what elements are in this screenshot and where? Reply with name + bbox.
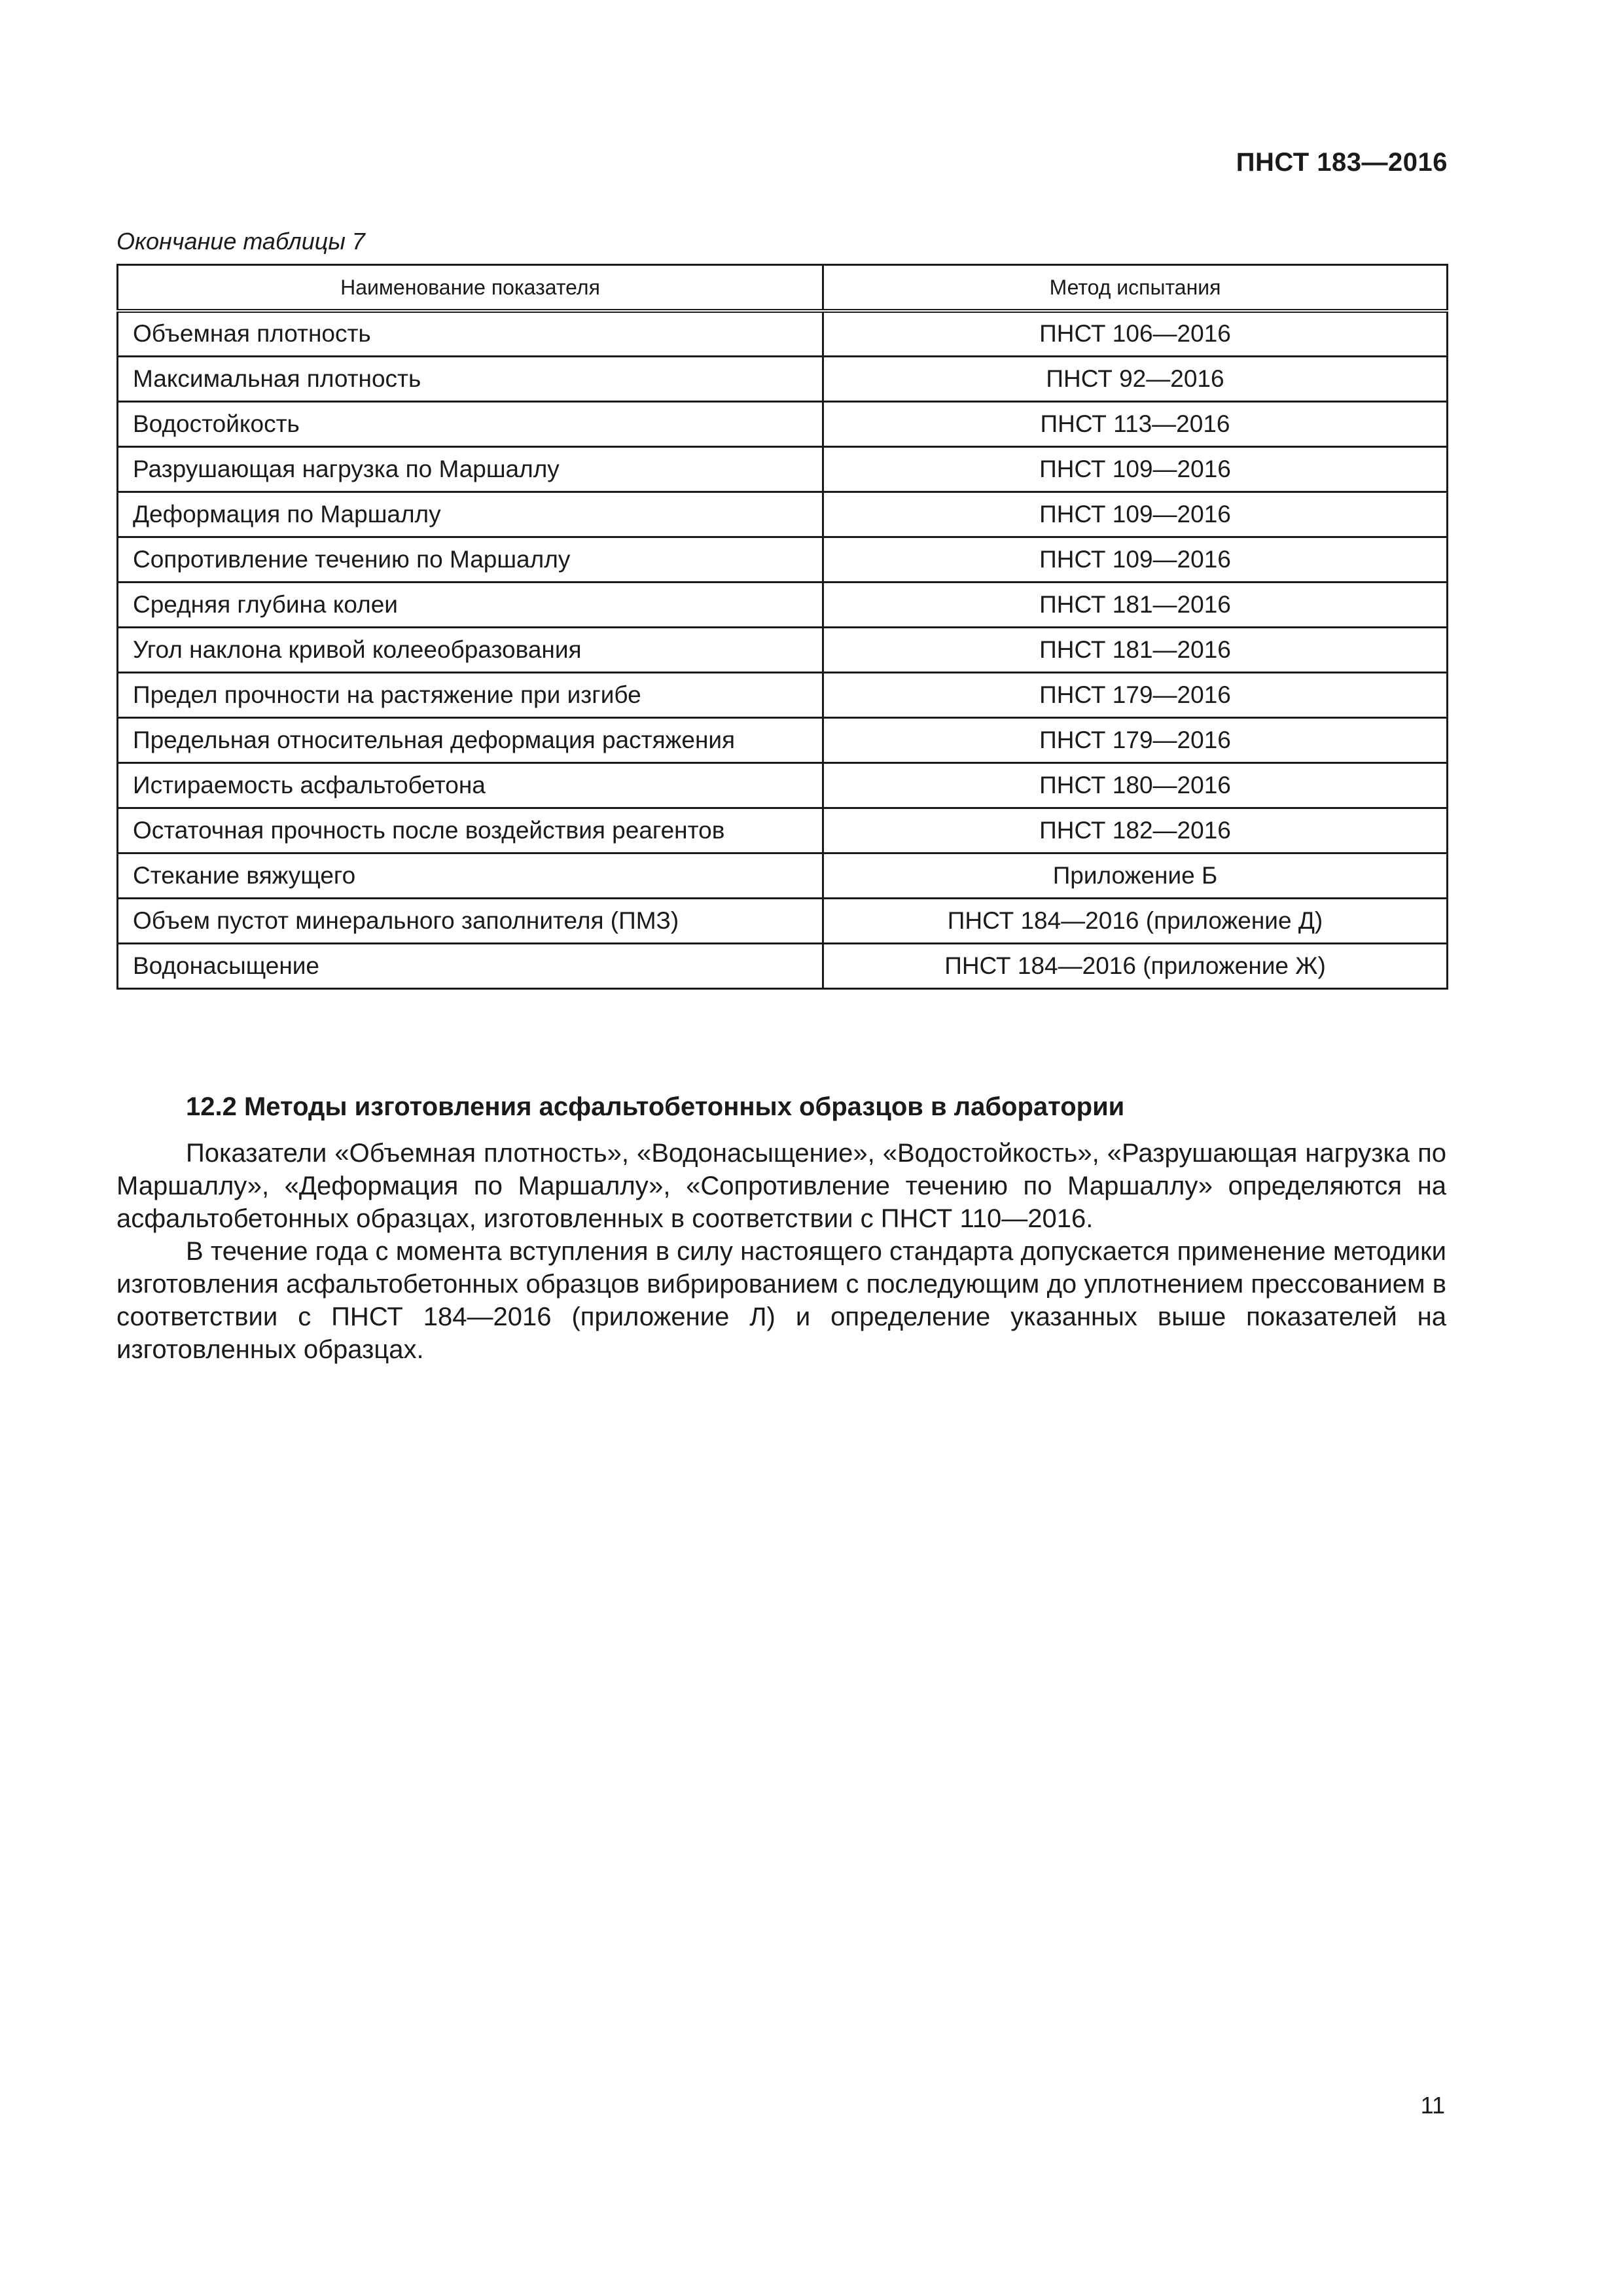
indicator-cell: Стекание вяжущего	[118, 853, 823, 898]
table-row	[118, 808, 1448, 853]
section-heading: 12.2 Методы изготовления асфальтобетонных образцов в лаборатории	[186, 1092, 1125, 1121]
method-cell: ПНСТ 181—2016	[823, 582, 1448, 627]
table-row	[118, 853, 1448, 898]
method-cell: ПНСТ 113—2016	[823, 401, 1448, 446]
method-cell: ПНСТ 184—2016 (приложение Ж)	[823, 943, 1448, 988]
document-code: ПНСТ 183—2016	[1236, 148, 1448, 177]
indicator-cell: Предел прочности на растяжение при изгибе	[118, 672, 823, 717]
indicator-cell: Объемная плотность	[118, 311, 823, 356]
table-caption: Окончание таблицы 7	[116, 228, 365, 255]
table-row	[118, 717, 1448, 762]
method-cell: ПНСТ 109—2016	[823, 446, 1448, 492]
method-cell: Приложение Б	[823, 853, 1448, 898]
table-row	[118, 401, 1448, 446]
indicator-cell: Остаточная прочность после воздействия реагентов	[118, 808, 823, 853]
table-row	[118, 446, 1448, 492]
section-12-2	[116, 1090, 1446, 1366]
table-row	[118, 762, 1448, 808]
method-cell: ПНСТ 181—2016	[823, 627, 1448, 672]
indicator-cell: Истираемость асфальтобетона	[118, 762, 823, 808]
table-row	[118, 356, 1448, 401]
table-header-row	[118, 265, 1448, 312]
table-row	[118, 627, 1448, 672]
table-row	[118, 582, 1448, 627]
table-row	[118, 943, 1448, 988]
section-paragraph: В течение года с момента вступления в силу настоящего стандарта допускается применение методики изготовления асфальтобетонных образцов вибрированием с последующим до уплотнением прессованием в соответствии с ПНСТ 184—2016 (приложение Л) и определение указанных выше показателей на изготовленных образцах.	[116, 1237, 1446, 1364]
indicator-cell: Разрушающая нагрузка по Маршаллу	[118, 446, 823, 492]
indicator-cell: Угол наклона кривой колееобразования	[118, 627, 823, 672]
section-paragraph: Показатели «Объемная плотность», «Водонасыщение», «Водостойкость», «Разрушающая нагрузка по Маршаллу», «Деформация по Маршаллу», «Сопротивление течению по Маршаллу» определяются на асфальтобетонных образцах, изготовленных в соответствии с ПНСТ 110—2016.	[116, 1139, 1446, 1233]
indicator-cell: Деформация по Маршаллу	[118, 492, 823, 537]
column-header-method: Метод испытания	[823, 265, 1448, 312]
method-cell: ПНСТ 109—2016	[823, 537, 1448, 582]
indicator-cell: Водонасыщение	[118, 943, 823, 988]
method-cell: ПНСТ 180—2016	[823, 762, 1448, 808]
table-row	[118, 311, 1448, 356]
indicator-cell: Объем пустот минерального заполнителя (ПМЗ)	[118, 898, 823, 943]
method-cell: ПНСТ 179—2016	[823, 672, 1448, 717]
page-number: 11	[1420, 2092, 1445, 2119]
indicator-cell: Сопротивление течению по Маршаллу	[118, 537, 823, 582]
method-cell: ПНСТ 184—2016 (приложение Д)	[823, 898, 1448, 943]
method-cell: ПНСТ 179—2016	[823, 717, 1448, 762]
indicator-cell: Водостойкость	[118, 401, 823, 446]
table-row	[118, 898, 1448, 943]
method-cell: ПНСТ 182—2016	[823, 808, 1448, 853]
indicator-cell: Максимальная плотность	[118, 356, 823, 401]
table-row	[118, 492, 1448, 537]
table-row	[118, 537, 1448, 582]
method-cell: ПНСТ 109—2016	[823, 492, 1448, 537]
method-cell: ПНСТ 92—2016	[823, 356, 1448, 401]
test-methods-table	[116, 264, 1448, 990]
indicator-cell: Средняя глубина колеи	[118, 582, 823, 627]
table-row	[118, 672, 1448, 717]
method-cell: ПНСТ 106—2016	[823, 311, 1448, 356]
indicator-cell: Предельная относительная деформация растяжения	[118, 717, 823, 762]
column-header-indicator: Наименование показателя	[118, 265, 823, 312]
